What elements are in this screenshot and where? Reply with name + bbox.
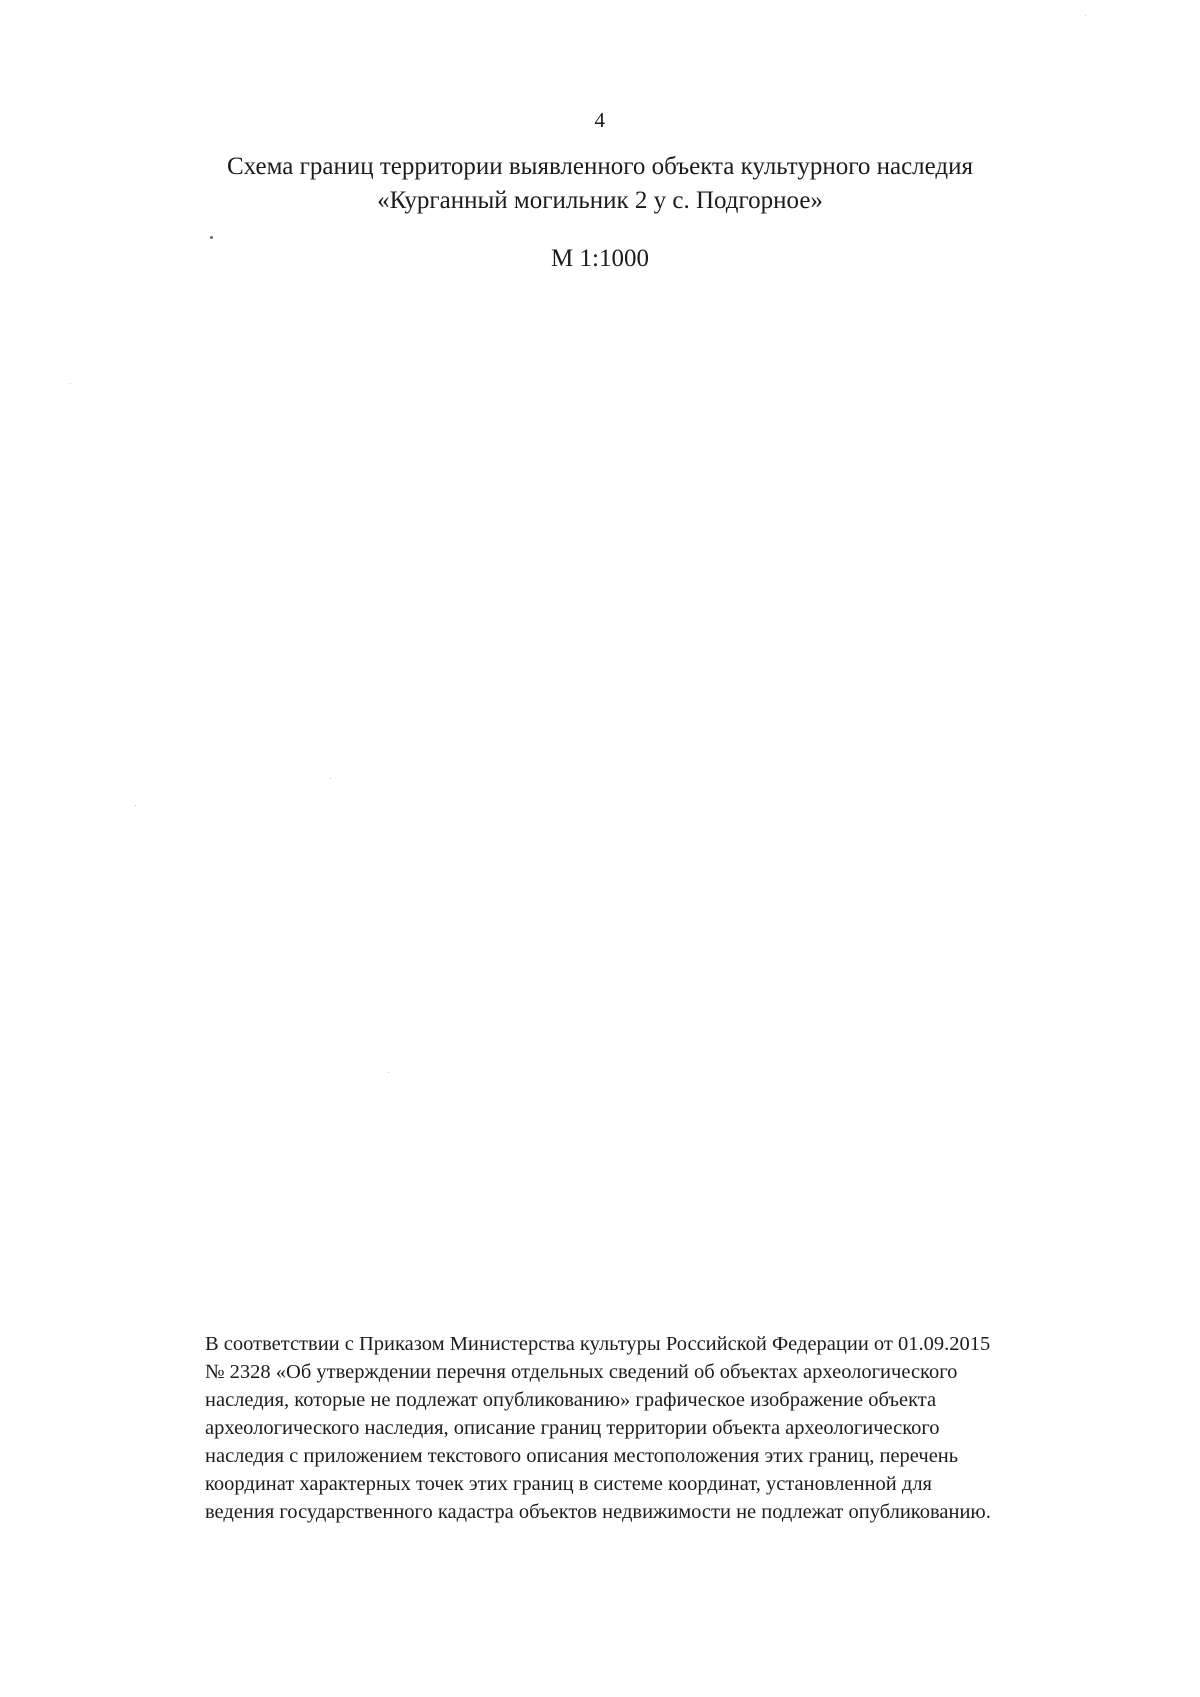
- notice-line: наследия, которые не подлежат опубликованию» графическое изображение объекта: [205, 1389, 937, 1411]
- scan-speck: [1085, 15, 1086, 16]
- scan-speck: [388, 1072, 389, 1073]
- notice-line: наследия с приложением текстового описания местоположения этих границ, перечень: [205, 1445, 959, 1467]
- scan-speck: [210, 236, 213, 239]
- scan-speck: [70, 383, 71, 384]
- notice-line: № 2328 «Об утверждении перечня отдельных сведений об объектах археологического: [205, 1361, 958, 1383]
- title-line: Схема границ территории выявленного объекта культурного наследия: [226, 153, 974, 180]
- notice-line: координат характерных точек этих границ в системе координат, установленной для: [205, 1473, 932, 1495]
- scan-speck: [135, 805, 136, 806]
- document-title: [0, 150, 1200, 218]
- notice-line: ведения государственного кадастра объектов недвижимости не подлежат опубликованию.: [205, 1501, 991, 1523]
- scan-speck: [330, 778, 331, 779]
- map-scale: М 1:1000: [551, 245, 649, 272]
- notice-line: В соответствии с Приказом Министерства культуры Российской Федерации от 01.09.2015: [205, 1333, 991, 1355]
- notice-line: археологического наследия, описание границ территории объекта археологического: [205, 1417, 940, 1439]
- page-number: 4: [594, 108, 606, 132]
- legal-notice: [205, 1330, 1125, 1526]
- title-line: «Курганный могильник 2 у с. Подгорное»: [377, 187, 823, 214]
